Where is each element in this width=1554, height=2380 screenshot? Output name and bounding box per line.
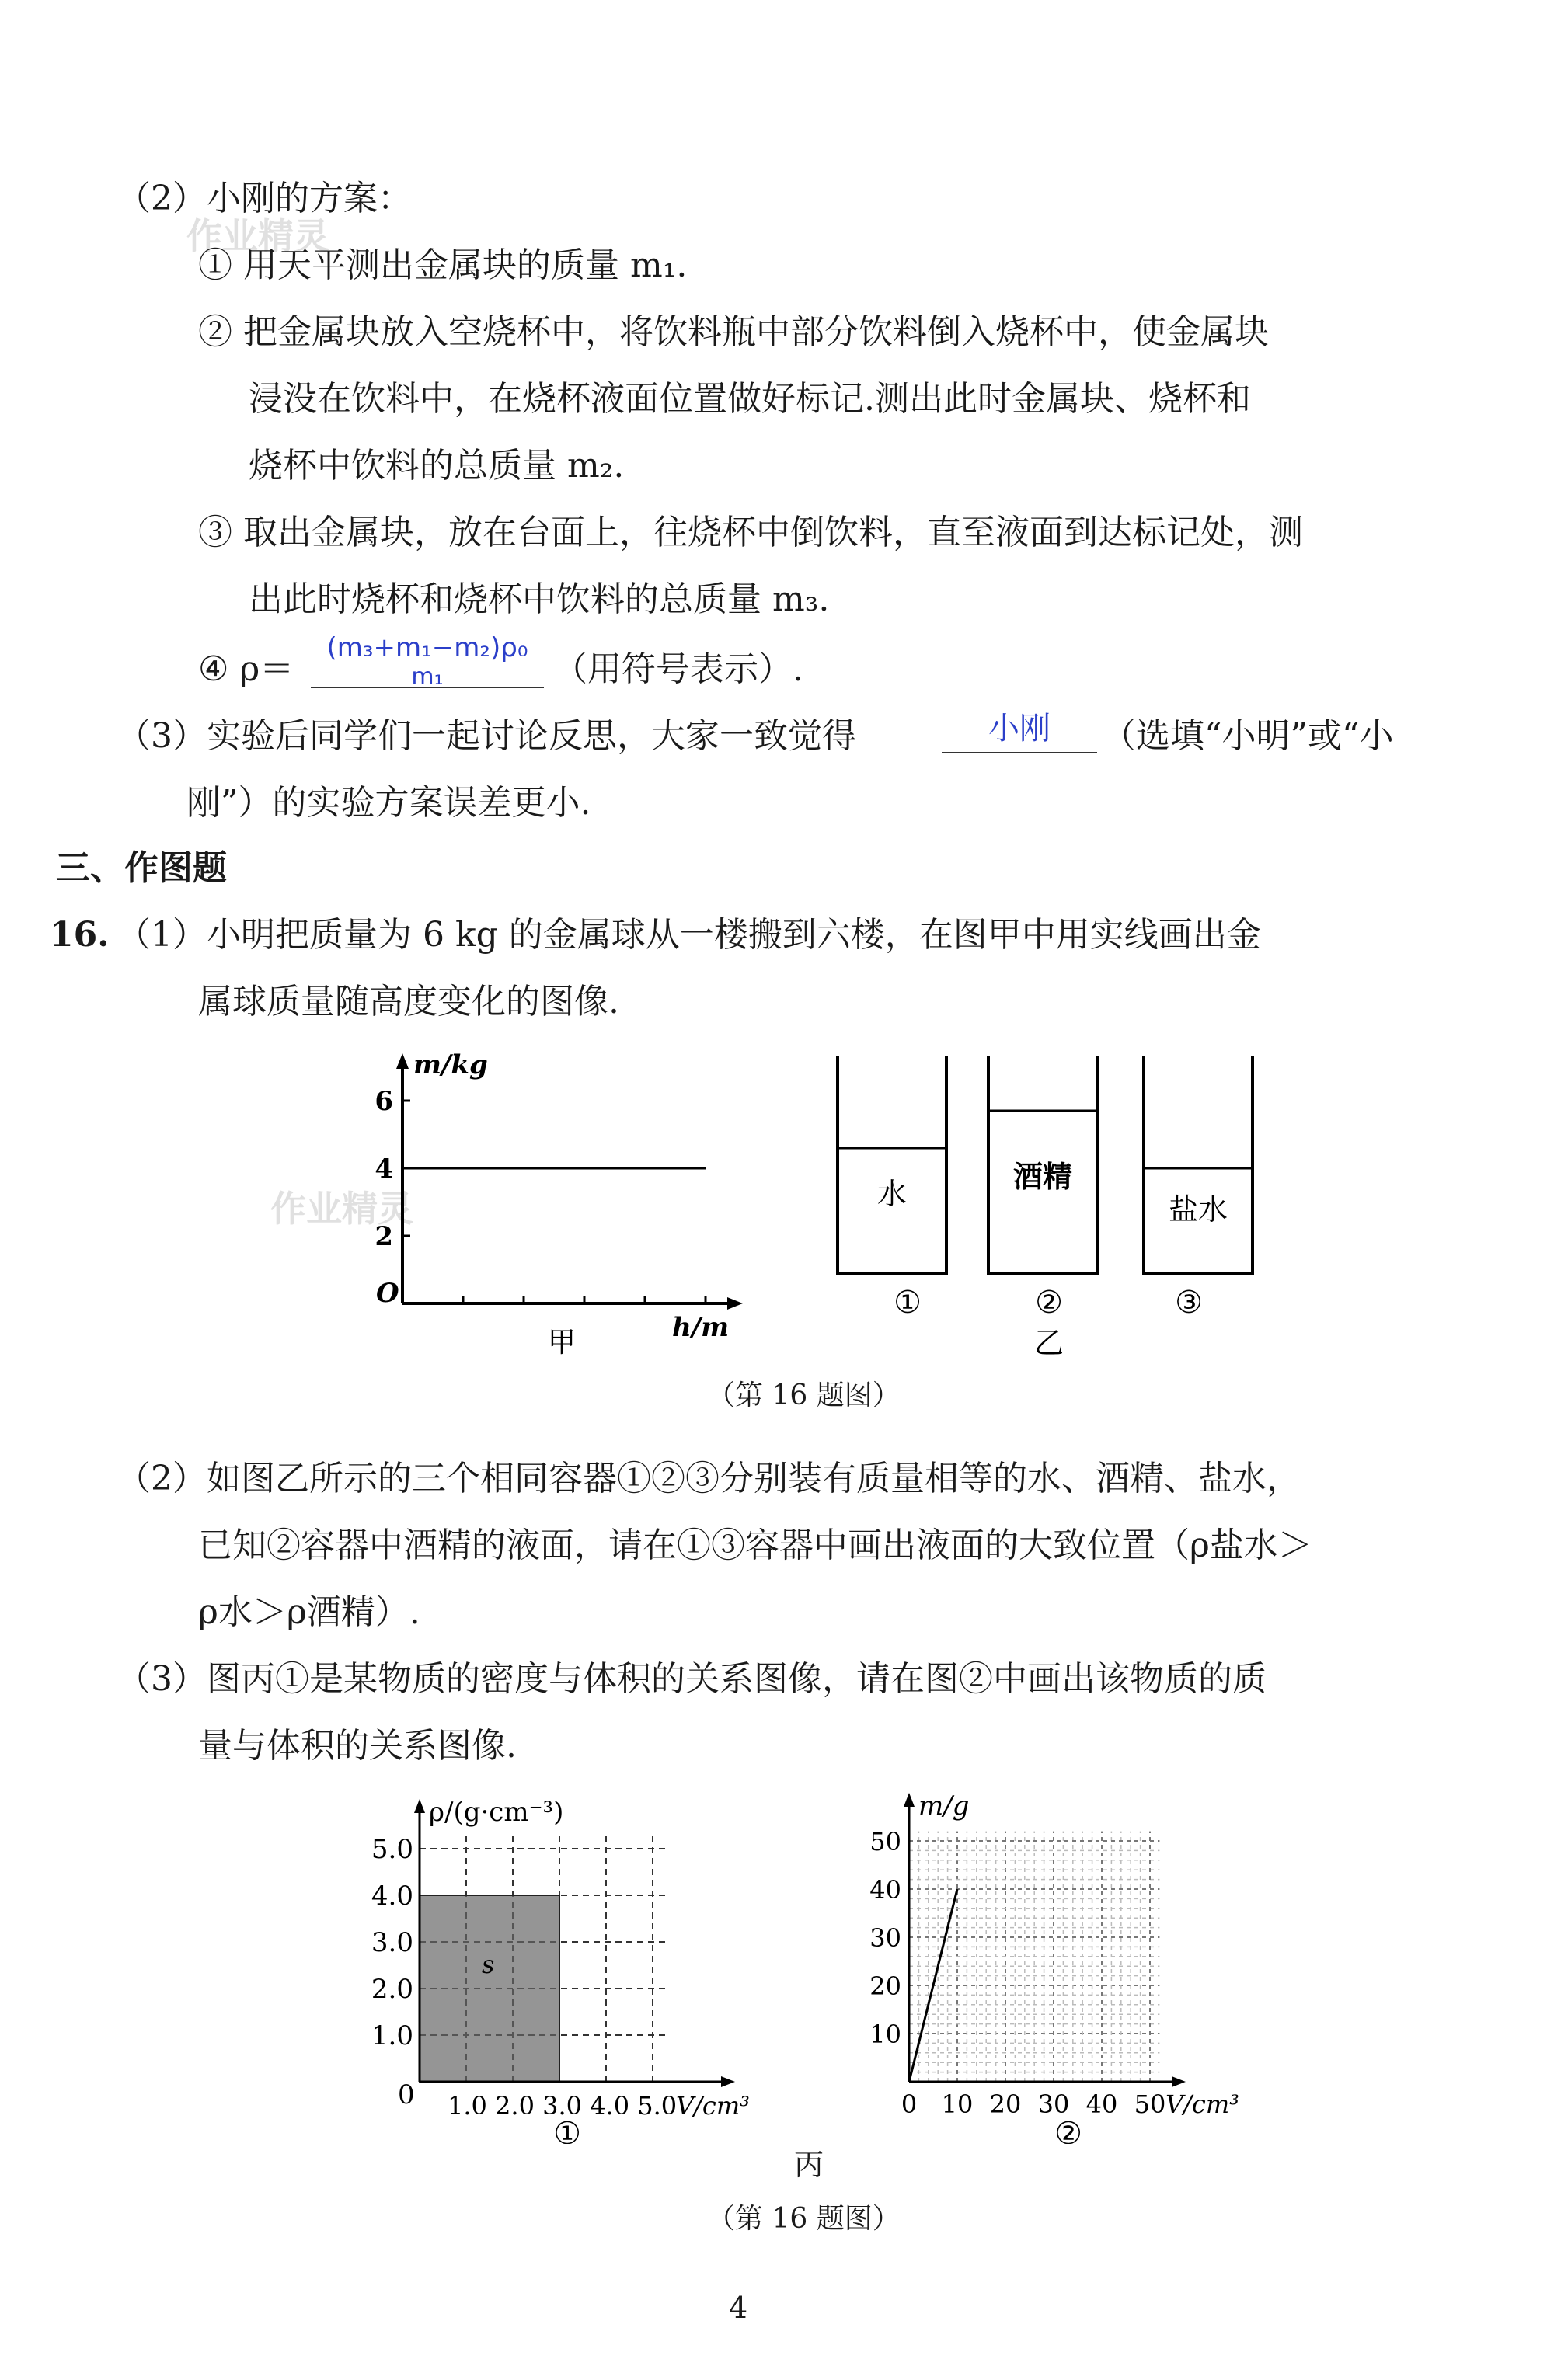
label-alcohol: 酒精 xyxy=(1012,1160,1073,1194)
q2-step3-line2: 出此时烧杯和烧杯中饮料的总质量 m₃. xyxy=(249,579,830,619)
figure-caption-yi: 乙 xyxy=(1033,1326,1064,1360)
y-axis-label: m/g xyxy=(918,1790,970,1822)
figure-caption-jia: 甲 xyxy=(548,1327,577,1359)
answer-blank xyxy=(942,707,1097,753)
answer-fraction xyxy=(311,631,544,691)
q3-line2: 刚”）的实验方案误差更小. xyxy=(186,783,591,823)
x-tick-label: 10 xyxy=(941,2089,974,2119)
x-axis-label: h/m xyxy=(672,1312,730,1343)
y-axis-label: m/kg xyxy=(413,1049,488,1080)
x-tick-label: 30 xyxy=(1037,2089,1070,2119)
x-tick-label: 20 xyxy=(989,2089,1022,2119)
figure-caption: （第 16 题图） xyxy=(707,1380,901,1411)
fraction-denominator: m₁ xyxy=(411,663,444,691)
q16-part2-line3: ρ水＞ρ酒精）. xyxy=(198,1592,420,1632)
q16-part2-line2: 已知②容器中酒精的液面，请在①③容器中画出液面的大致位置（ρ盐水＞ xyxy=(198,1526,1312,1565)
figure-yi xyxy=(824,1049,1274,1367)
page-number: 4 xyxy=(729,2291,748,2325)
question-number: 16. xyxy=(50,915,110,955)
y-tick-label: 6 xyxy=(375,1086,393,1117)
x-axis-unit: V/cm³ xyxy=(676,2091,750,2121)
section-title: 三、作图题 xyxy=(56,848,227,888)
x-tick-label: 0 xyxy=(901,2089,918,2119)
q2-step2-line1: ② 把金属块放入空烧杯中，将饮料瓶中部分饮料倒入烧杯中，使金属块 xyxy=(198,312,1269,352)
handwritten-answer: 小刚 xyxy=(988,711,1051,746)
x-tick-label: 50 xyxy=(1134,2089,1166,2119)
y-tick-label: 50 xyxy=(869,1827,901,1856)
figure-bing-1 xyxy=(357,1787,777,2144)
y-tick-label: 4 xyxy=(375,1153,393,1185)
y-axis-label: ρ/(g·cm⁻³) xyxy=(429,1797,564,1828)
q2-step2-line3: 烧杯中饮料的总质量 m₂. xyxy=(249,446,625,485)
x-tick-label: 40 xyxy=(1085,2089,1118,2119)
y-tick-label: 3.0 xyxy=(371,1927,413,1958)
x-axis-unit: V/cm³ xyxy=(1166,2089,1239,2119)
container-number-3: ③ xyxy=(1175,1285,1203,1320)
figure-number: ① xyxy=(553,2116,581,2144)
container-number-2: ② xyxy=(1035,1285,1063,1320)
y-tick-label: 20 xyxy=(869,1971,901,2001)
container-number-1: ① xyxy=(894,1285,922,1320)
q16-part3-line2: 量与体积的关系图像. xyxy=(198,1726,517,1766)
q16-part3-line1: （3）图丙①是某物质的密度与体积的关系图像，请在图②中画出该物质的质 xyxy=(117,1659,1267,1699)
y-tick-label: 5.0 xyxy=(371,1834,413,1865)
y-tick-label: 2.0 xyxy=(371,1974,413,2005)
container-3 xyxy=(1144,1056,1253,1274)
label-saltwater: 盐水 xyxy=(1168,1192,1228,1227)
grid xyxy=(909,1832,1159,2082)
y-tick-label: 10 xyxy=(869,2020,901,2049)
figure-caption: （第 16 题图） xyxy=(707,2203,901,2235)
q2-step1: ① 用天平测出金属块的质量 m₁. xyxy=(198,245,688,285)
q3-line1-suffix: （选填“小明”或“小 xyxy=(1102,716,1394,756)
figure-bing-2 xyxy=(847,1787,1267,2144)
q16-part1-line1: （1）小明把质量为 6 kg 的金属球从一楼搬到六楼，在图甲中用实线画出金 xyxy=(117,915,1261,955)
q3-line1-prefix: （3）实验后同学们一起讨论反思，大家一致觉得 xyxy=(117,716,856,756)
origin-label: O xyxy=(376,1278,399,1309)
watermark: 作业精灵 xyxy=(270,1188,413,1230)
q16-part2-line1: （2）如图乙所示的三个相同容器①②③分别装有质量相等的水、酒精、盐水， xyxy=(117,1459,1301,1498)
q16-part1-line2: 属球质量随高度变化的图像. xyxy=(198,982,619,1021)
y-axis-arrow xyxy=(414,1799,425,1813)
watermark: 作业精灵 xyxy=(186,215,329,257)
q2-step4-prefix: ④ ρ＝ xyxy=(198,649,294,689)
y-axis-arrow xyxy=(396,1053,409,1069)
x-tick-labels: 1.0 2.0 3.0 4.0 5.0 xyxy=(448,2091,678,2121)
y-tick-label: 40 xyxy=(869,1875,901,1905)
q2-step4-suffix: （用符号表示）. xyxy=(553,649,803,689)
y-tick-label: 4.0 xyxy=(371,1881,413,1912)
label-water: 水 xyxy=(876,1177,908,1211)
figure-jia xyxy=(342,1041,761,1367)
y-tick-label: 30 xyxy=(869,1923,901,1953)
x-axis-arrow xyxy=(1172,2076,1186,2087)
q2-step3-line1: ③ 取出金属块，放在台面上，往烧杯中倒饮料，直至液面到达标记处，测 xyxy=(198,513,1303,552)
container-1 xyxy=(838,1056,946,1274)
fraction-numerator: (m₃+m₁−m₂)ρ₀ xyxy=(326,632,528,663)
y-axis-arrow xyxy=(904,1793,915,1807)
figure-caption-bing: 丙 xyxy=(794,2148,824,2182)
area-label: s xyxy=(482,1950,495,1979)
q2-heading: （2）小刚的方案： xyxy=(117,179,412,218)
figure-number: ② xyxy=(1054,2116,1082,2144)
y-tick-label: 1.0 xyxy=(371,2020,413,2051)
x-axis-arrow xyxy=(721,2076,735,2087)
x-axis-arrow xyxy=(727,1297,743,1310)
q2-step2-line2: 浸没在饮料中，在烧杯液面位置做好标记.测出此时金属块、烧杯和 xyxy=(249,379,1251,419)
origin-label: 0 xyxy=(398,2079,415,2110)
y-tick-label: 2 xyxy=(375,1221,393,1252)
